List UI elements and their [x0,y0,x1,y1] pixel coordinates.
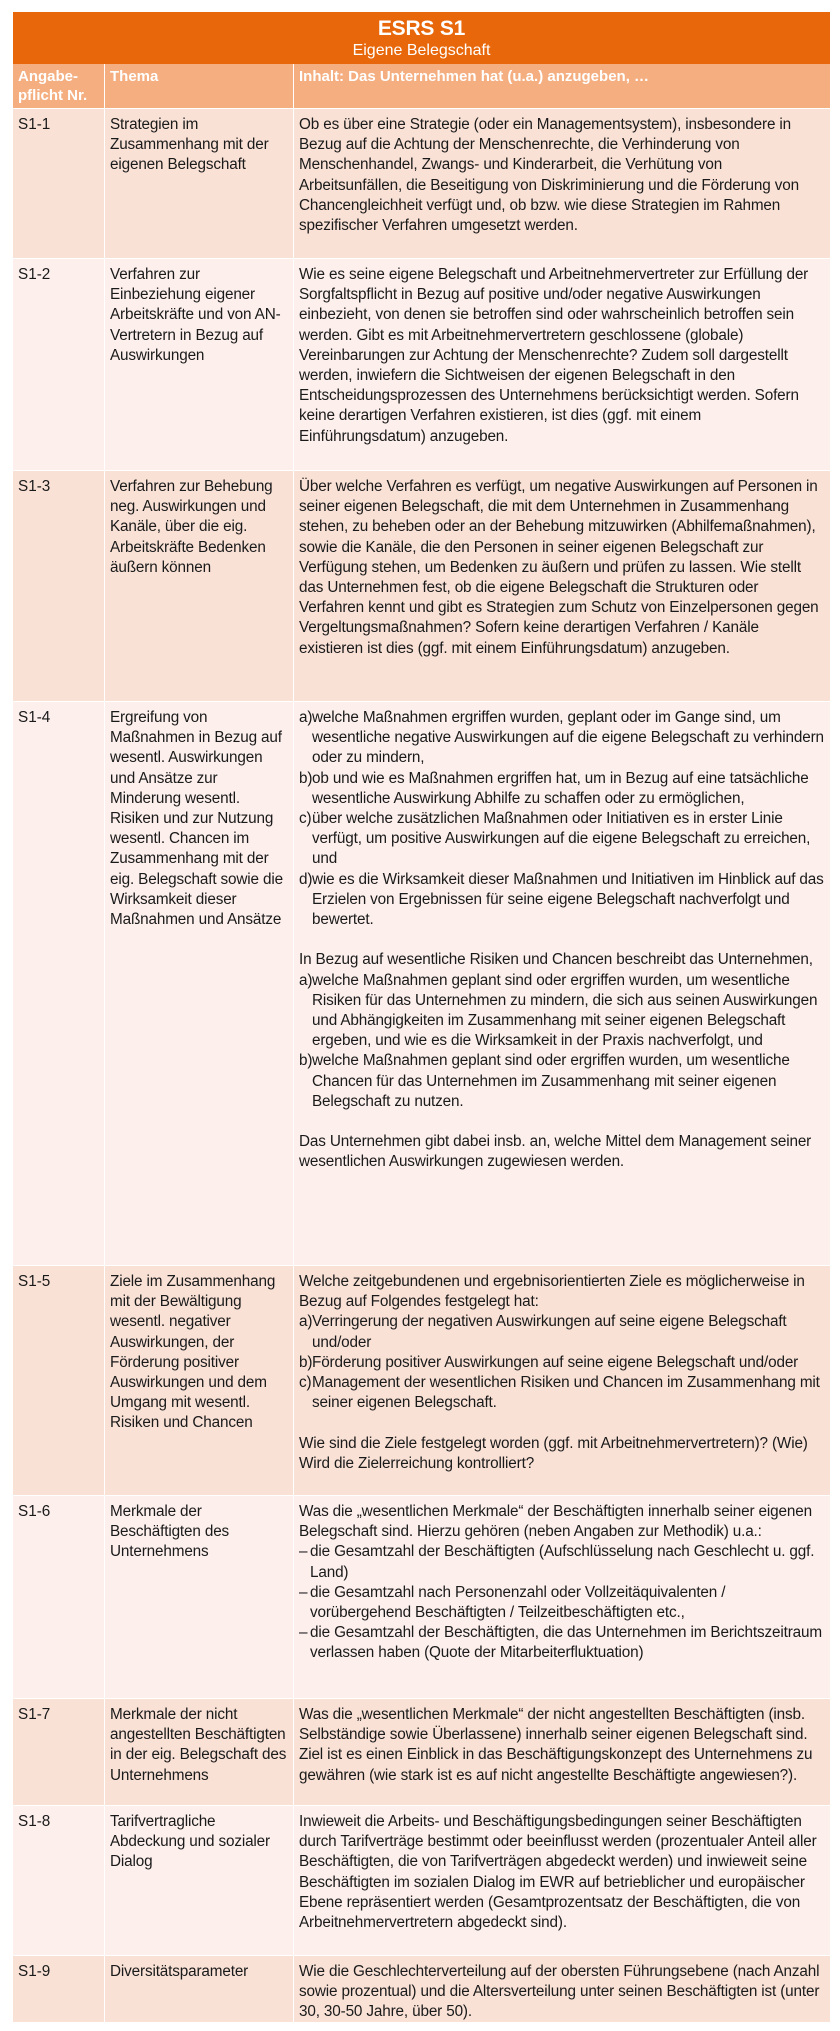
table-row-s1-9 [13,1955,830,2022]
cell-thema: Verfahren zur Behebung neg. Auswirkungen und Kanäle, über die eig. Arbeitskräfte Bedenken äußern können [104,471,293,701]
inhalt-text: Wie sind die Ziele festgelegt worden (ggf. mit Arbeitnehmervertretern)? (Wie) Wird die Zielerreichung kontrolliert? [299,1434,808,1472]
inhalt-text: Wie es seine eigene Belegschaft und Arbeitnehmervertreter zur Erfüllung der Sorgfaltspflicht in Bezug auf positive und/oder negative Auswirkungen einbezieht, von denen sie betroffen sind oder wahrscheinlich betroffen sein werden. Gibt es mit Arbeitnehmervertretern geschlossene (globale) Vereinbarungen zur Achtung der Menschenrechte? Zudem soll dargestellt werden, inwiefern die Sichtweisen der eigenen Belegschaft in den Entscheidungsprozessen des Unternehmens berücksichtigt werden. Sofern keine derartigen Verfahren existieren, ist dies (ggf. mit einem Einführungsdatum) anzugeben. [299,266,809,445]
cell-thema: Tarifvertragliche Abdeckung und sozialer Dialog [104,1806,293,1955]
esrs-s1-table [13,12,830,2022]
list-item-a: a)welche Maßnahmen geplant sind oder ergriffen wurden, um wesentliche Risiken für das Unternehmen zu mindern, die sich aus seinen Auswirkungen und Abhängigkeiten im Zusammenhang mit seiner eigenen Belegschaft ergeben, und wie es die Wirksamkeit in der Praxis nachverfolgt, und [299,971,818,1050]
cell-inhalt [293,259,830,470]
table-row-s1-1 [13,108,830,258]
inhalt-text: Ob es über eine Strategie (oder ein Managementsystem), insbesondere in Bezug auf die Achtung der Menschenrechte, die Verhinderung von Menschenhandel, Zwangs- und Kinderarbeit, die Verhütung von Arbeitsunfällen, die Beseitigung von Diskriminierung und die Förderung von Chancengleichheit verfügt und, ob bzw. wie diese Strategien im Rahmen spezifischer Verfahren umgesetzt werden. [299,116,799,235]
inhalt-text: In Bezug auf wesentliche Risiken und Chancen beschreibt das Unternehmen, [299,951,813,969]
table-row-s1-4 [13,701,830,1265]
list-item-a: a)Verringerung der negativen Auswirkungen auf seine eigene Belegschaft und/oder [299,1313,787,1351]
cell-inhalt [293,1266,830,1495]
table-row-s1-7 [13,1698,830,1805]
list-item-b: b)ob und wie es Maßnahmen ergriffen hat, um in Bezug auf eine tatsächliche wesentliche Auswirkung Abhilfe zu schaffen oder zu ermöglichen, [299,769,809,807]
inhalt-text: Welche zeitgebundenen und ergebnisorientierten Ziele es möglicherweise in Bezug auf Folgendes festgelegt hat: [299,1273,805,1311]
table-row-s1-8 [13,1805,830,1955]
table-row-s1-6 [13,1495,830,1698]
cell-nr: S1-7 [18,1706,51,1723]
inhalt-text: Was die „wesentlichen Merkmale“ der Beschäftigten innerhalb seiner eigenen Belegschaft sind. Hierzu gehören (neben Angaben zur Methodik) u.a.: [299,1503,812,1541]
cell-thema: Ergreifung von Maßnahmen in Bezug auf wesentl. Auswirkungen und Ansätze zur Minderung wesentl. Risiken und zur Nutzung wesentl. Chancen im Zusammenhang mit der eig. Belegschaft sowie die Wirksamkeit dieser Maßnahmen und Ansätze [104,702,293,1265]
list-item-c: c)über welche zusätzlichen Maßnahmen oder Initiativen es in erster Linie verfügt, um positive Auswirkungen auf die eigene Belegschaft zu erreichen, und [299,810,811,868]
column-header-nr: Angabe-pflicht Nr. [18,68,88,104]
inhalt-text: Über welche Verfahren es verfügt, um negative Auswirkungen auf Personen in seiner eigenen Belegschaft, die mit dem Unternehmen in Zusammenhang stehen, zu beheben oder an der Behebung mitzuwirken (Abhilfemaßnahmen), sowie die Kanäle, die den Personen in seiner eigenen Belegschaft zur Verfügung stehen, um Bedenken zu äußern und prüfen zu lassen. Wie stellt das Unternehmen fest, ob die eigene Belegschaft die Strukturen oder Verfahren kennt und gibt es Strategien zum Schutz von Einzelpersonen gegen Vergeltungsmaßnahmen? Sofern keine derartigen Verfahren / Kanäle existieren ist dies (ggf. mit einem Einführungsdatum) anzugeben. [299,478,819,657]
cell-nr: S1-8 [18,1813,51,1830]
inhalt-text: Was die „wesentlichen Merkmale“ der nicht angestellten Beschäftigten (insb. Selbständige sowie Überlassene) innerhalb seiner eigenen Belegschaft sind. Ziel ist es einen Einblick in das Beschäftigungskonzept des Unternehmens zu gewähren (wie stark ist es auf nicht angestellte Beschäftigte angewiesen?). [299,1706,813,1784]
column-header-inhalt: Inhalt: Das Unternehmen hat (u.a.) anzugeben, … [293,64,830,108]
cell-inhalt [293,702,830,1265]
cell-inhalt [293,471,830,701]
cell-nr: S1-5 [18,1273,51,1290]
cell-nr: S1-3 [18,478,51,495]
cell-nr: S1-2 [18,266,51,283]
cell-nr: S1-6 [18,1503,51,1520]
cell-thema: Strategien im Zusammenhang mit der eigenen Belegschaft [104,109,293,258]
title-band [13,12,830,64]
cell-thema: Diversitätsparameter [104,1956,293,2022]
list-item-b: b)welche Maßnahmen geplant sind oder ergriffen wurden, um wesentliche Chancen für das Unternehmen im Zusammenhang mit seiner eigenen Belegschaft zu nutzen. [299,1052,790,1110]
cell-thema: Merkmale der Beschäftigten des Unternehmens [104,1496,293,1698]
cell-nr: S1-1 [18,116,51,133]
inhalt-text: Inwieweit die Arbeits- und Beschäftigungsbedingungen seiner Beschäftigten durch Tarifverträge bestimmt oder beeinflusst werden (prozentualer Anteil aller Beschäftigten, die von Tarifverträgen abgedeckt werden) und inwieweit seine Beschäftigten im sozialen Dialog im EWR auf betrieblicher und europäischer Ebene repräsentiert werden (Gesamtprozentsatz der Beschäftigten, die von Arbeitnehmervertretern abgedeckt sind). [299,1813,817,1932]
list-item-d: d)wie es die Wirksamkeit dieser Maßnahmen und Initiativen im Hinblick auf das Erzielen von Ergebnissen für seine eigene Belegschaft nachverfolgt und bewertet. [299,870,824,929]
cell-inhalt [293,1699,830,1805]
column-header-thema: Thema [104,64,293,108]
table-subtitle: Eigene Belegschaft [352,42,491,59]
table-row-s1-5 [13,1265,830,1495]
table-row-s1-3 [13,470,830,701]
list-item-c: c)Management der wesentlichen Risiken und Chancen im Zusammenhang mit seiner eigenen Belegschaft. [299,1374,820,1412]
cell-nr: S1-4 [18,709,51,726]
list-item-b: b)Förderung positiver Auswirkungen auf seine eigene Belegschaft und/oder [299,1353,799,1371]
table-title: ESRS S1 [377,17,466,40]
cell-thema: Ziele im Zusammenhang mit der Bewältigung wesentl. negativer Auswirkungen, der Förderung positiver Auswirkungen und dem Umgang mit wesentl. Risiken und Chancen [104,1266,293,1495]
list-item-dash: – die Gesamtzahl nach Personenzahl oder Vollzeitäquivalenten / vorübergehend Beschäftigten / Teilzeitbeschäftigten etc., [299,1583,726,1622]
inhalt-text: Das Unternehmen gibt dabei insb. an, welche Mittel dem Management seiner wesentlichen Auswirkungen zugewiesen werden. [299,1133,812,1171]
cell-nr: S1-9 [18,1963,51,1980]
inhalt-text: Wie die Geschlechterverteilung auf der obersten Führungsebene (nach Anzahl sowie prozentual) und die Altersverteilung unter seinen Beschäftigten ist (unter 30, 30-50 Jahre, über 50). [299,1963,820,2021]
cell-thema: Merkmale der nicht angestellten Beschäftigten in der eig. Belegschaft des Unternehmens [104,1699,293,1805]
cell-inhalt [293,1956,830,2022]
column-header-row [13,64,830,108]
cell-inhalt [293,1496,830,1698]
table-row-s1-2 [13,258,830,470]
list-item-a: a)welche Maßnahmen ergriffen wurden, geplant oder im Gange sind, um wesentliche negative Auswirkungen auf die eigene Belegschaft zu verhindern oder zu mindern, [299,709,824,767]
list-item-dash: – die Gesamtzahl der Beschäftigten (Aufschlüsselung nach Geschlecht u. ggf. Land) [299,1543,815,1581]
cell-thema: Verfahren zur Einbeziehung eigener Arbeitskräfte und von AN-Vertretern in Bezug auf Auswirkungen [104,259,293,470]
cell-inhalt [293,109,830,258]
list-item-dash: – die Gesamtzahl der Beschäftigten, die das Unternehmen im Berichtszeitraum verlassen haben (Quote der Mitarbeiterfluktuation) [299,1624,822,1662]
cell-inhalt [293,1806,830,1955]
